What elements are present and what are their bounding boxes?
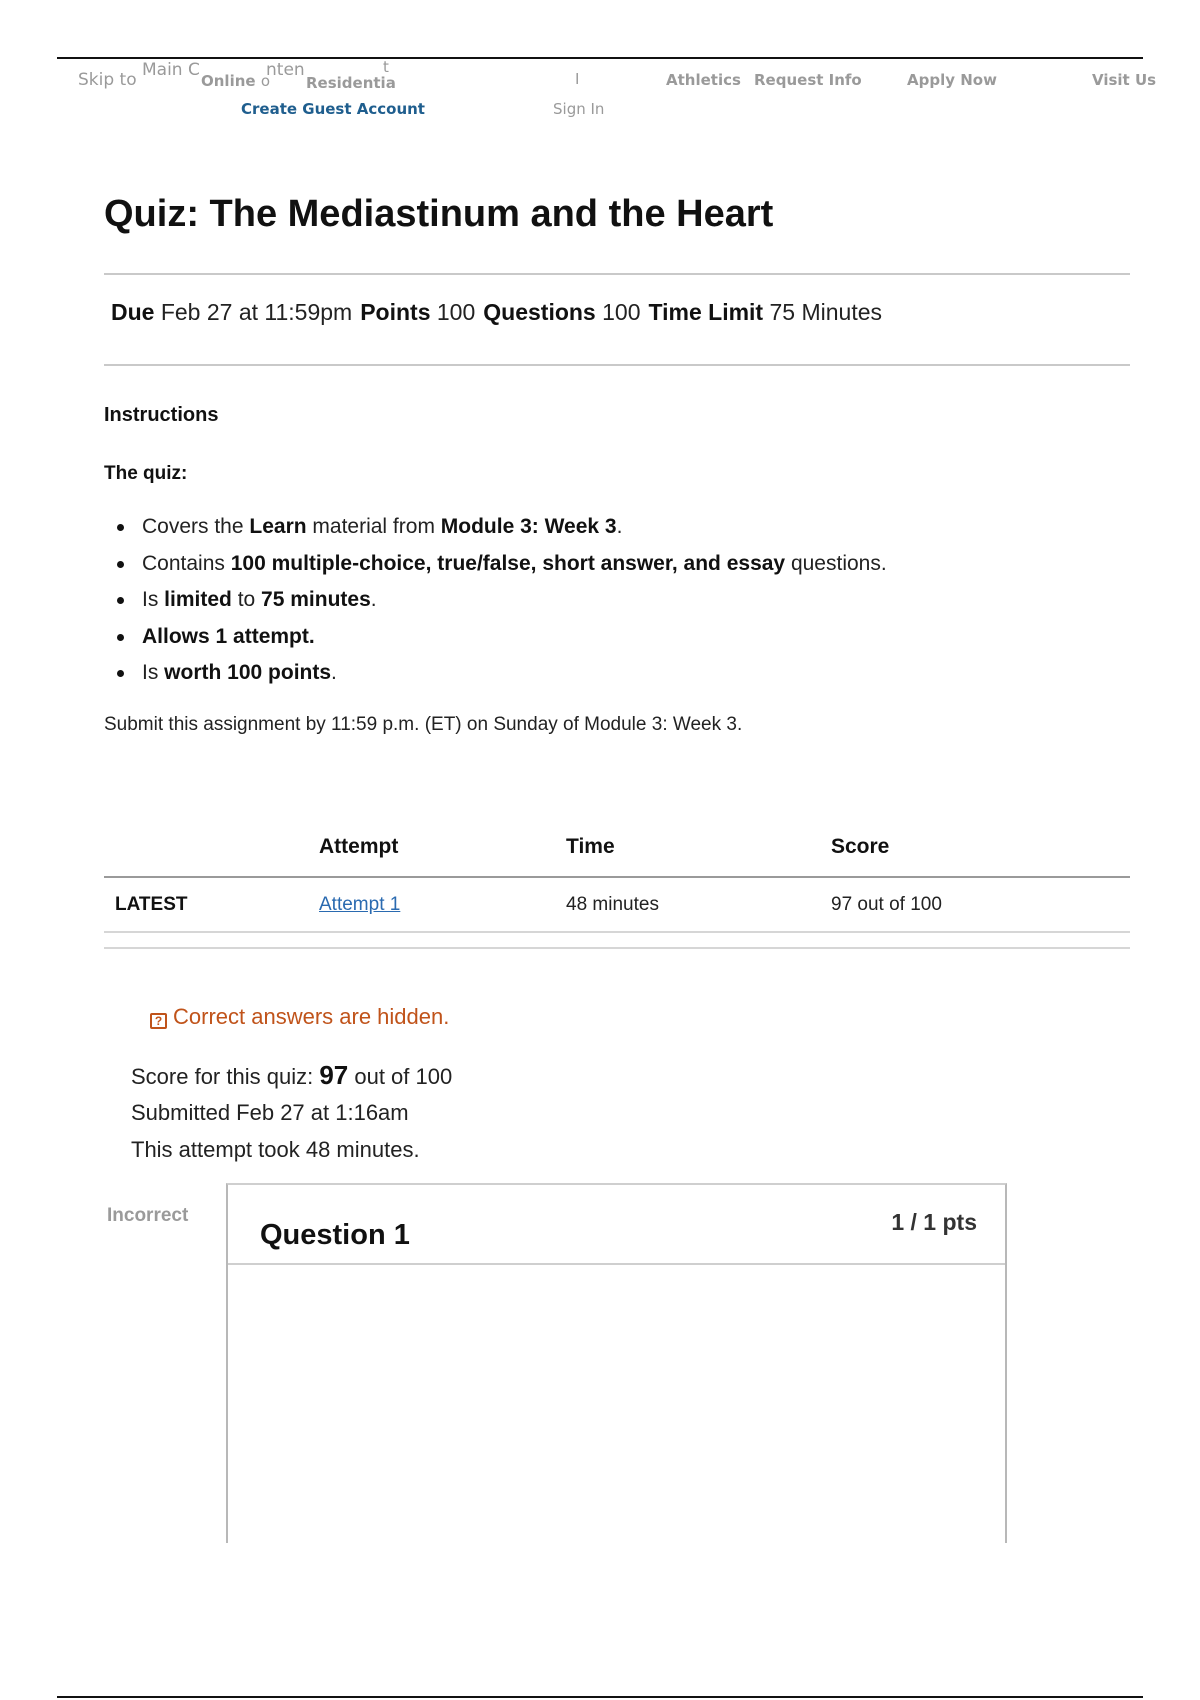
- attempt-history-table: [104, 830, 1130, 877]
- list-item: [104, 515, 887, 552]
- list-item: [104, 661, 887, 698]
- due-label: Due: [111, 299, 155, 325]
- question-card: [226, 1183, 1007, 1543]
- instructions-list: [104, 515, 887, 698]
- attempt-1-link[interactable]: Attempt 1: [319, 894, 401, 915]
- list-text: Contains: [142, 551, 231, 575]
- attempt-score: 97 out of 100: [831, 894, 942, 915]
- title-divider: [104, 273, 1130, 275]
- points-label: Points: [360, 299, 431, 325]
- list-emphasis: Module 3: Week 3: [440, 515, 617, 538]
- column-header-score: Score: [831, 835, 890, 858]
- bullet-icon: [117, 634, 124, 641]
- list-emphasis: Learn: [249, 515, 307, 538]
- nav-fragment-nten: nten: [266, 60, 305, 80]
- list-item: [104, 552, 887, 589]
- table-row-divider: [104, 931, 1130, 933]
- bullet-icon: [117, 670, 124, 677]
- top-navigation: [0, 58, 1200, 128]
- nav-fragment-t: t: [383, 58, 389, 76]
- due-value: Feb 27 at 11:59pm: [160, 299, 353, 325]
- column-header-time: Time: [566, 835, 615, 858]
- table-header-row: [104, 830, 1130, 877]
- nav-online-label: Online: [201, 72, 256, 90]
- sign-in-link[interactable]: Sign In: [553, 100, 605, 118]
- attempt-duration: This attempt took 48 minutes.: [131, 1137, 420, 1162]
- question-header: [228, 1185, 1005, 1265]
- answers-hidden-notice: [150, 1004, 449, 1030]
- question-status: Incorrect: [107, 1205, 189, 1226]
- nav-residential-link[interactable]: Residentia: [306, 74, 396, 92]
- bullet-icon: [117, 524, 124, 531]
- nav-separator: I: [575, 70, 580, 88]
- latest-label: LATEST: [115, 894, 188, 915]
- bottom-rule: [57, 1696, 1143, 1698]
- answers-hidden-text: Correct answers are hidden.: [173, 1004, 450, 1029]
- list-text: Covers the: [142, 515, 250, 538]
- instructions-heading: Instructions: [104, 404, 219, 426]
- list-text: .: [370, 588, 377, 611]
- list-text: to: [231, 588, 262, 611]
- nav-visit-us-link[interactable]: Visit Us: [1092, 71, 1157, 89]
- column-header-attempt: Attempt: [319, 835, 399, 858]
- table-bottom-divider: [104, 947, 1130, 949]
- meta-divider: [104, 364, 1130, 366]
- quiz-score-line: [131, 1060, 452, 1091]
- bullet-icon: [117, 597, 124, 604]
- nav-fragment-main-c: Main C: [142, 60, 200, 80]
- create-guest-account-link[interactable]: Create Guest Account: [241, 100, 425, 118]
- list-emphasis: limited: [164, 588, 232, 611]
- list-emphasis: 100 multiple-choice, true/false, short answer, and essay: [230, 551, 786, 575]
- questions-value: 100: [602, 299, 641, 325]
- list-text: material from: [306, 515, 441, 538]
- attempt-time: 48 minutes: [566, 894, 659, 915]
- points-value: 100: [436, 299, 476, 325]
- question-points: 1 / 1 pts: [891, 1209, 977, 1235]
- score-suffix: out of 100: [354, 1064, 453, 1089]
- question-title: Question 1: [260, 1219, 410, 1251]
- list-text: Is: [142, 661, 165, 684]
- table-row: [104, 877, 1130, 931]
- note-icon: ?: [150, 1013, 167, 1029]
- list-text: questions.: [785, 551, 887, 575]
- page-title: Quiz: The Mediastinum and the Heart: [104, 193, 774, 235]
- list-emphasis: Allows 1 attempt.: [142, 624, 315, 648]
- list-item: [104, 625, 887, 662]
- score-label: Score for this quiz:: [131, 1064, 314, 1089]
- submitted-time: Submitted Feb 27 at 1:16am: [131, 1100, 409, 1125]
- list-text: Is: [142, 588, 165, 611]
- nav-athletics-link[interactable]: Athletics: [666, 71, 741, 89]
- nav-online-link[interactable]: [201, 72, 270, 90]
- list-text: .: [616, 515, 623, 538]
- skip-to-main-content-link[interactable]: Skip to: [78, 70, 137, 90]
- nav-request-info-link[interactable]: Request Info: [754, 71, 862, 89]
- instructions-subheading: The quiz:: [104, 463, 188, 484]
- submit-note: Submit this assignment by 11:59 p.m. (ET) on Sunday of Module 3: Week 3.: [104, 714, 743, 735]
- time-limit-label: Time Limit: [648, 299, 764, 325]
- bullet-icon: [117, 561, 124, 568]
- list-emphasis: worth 100 points: [164, 661, 332, 684]
- nav-fragment-o: o: [260, 72, 270, 90]
- list-text: .: [331, 661, 337, 684]
- list-emphasis: 75 minutes: [261, 588, 371, 611]
- quiz-meta: [111, 299, 882, 326]
- score-value: 97: [319, 1060, 349, 1090]
- nav-apply-now-link[interactable]: Apply Now: [907, 71, 997, 89]
- list-item: [104, 588, 887, 625]
- questions-label: Questions: [483, 299, 596, 325]
- time-limit-value: 75 Minutes: [769, 299, 883, 325]
